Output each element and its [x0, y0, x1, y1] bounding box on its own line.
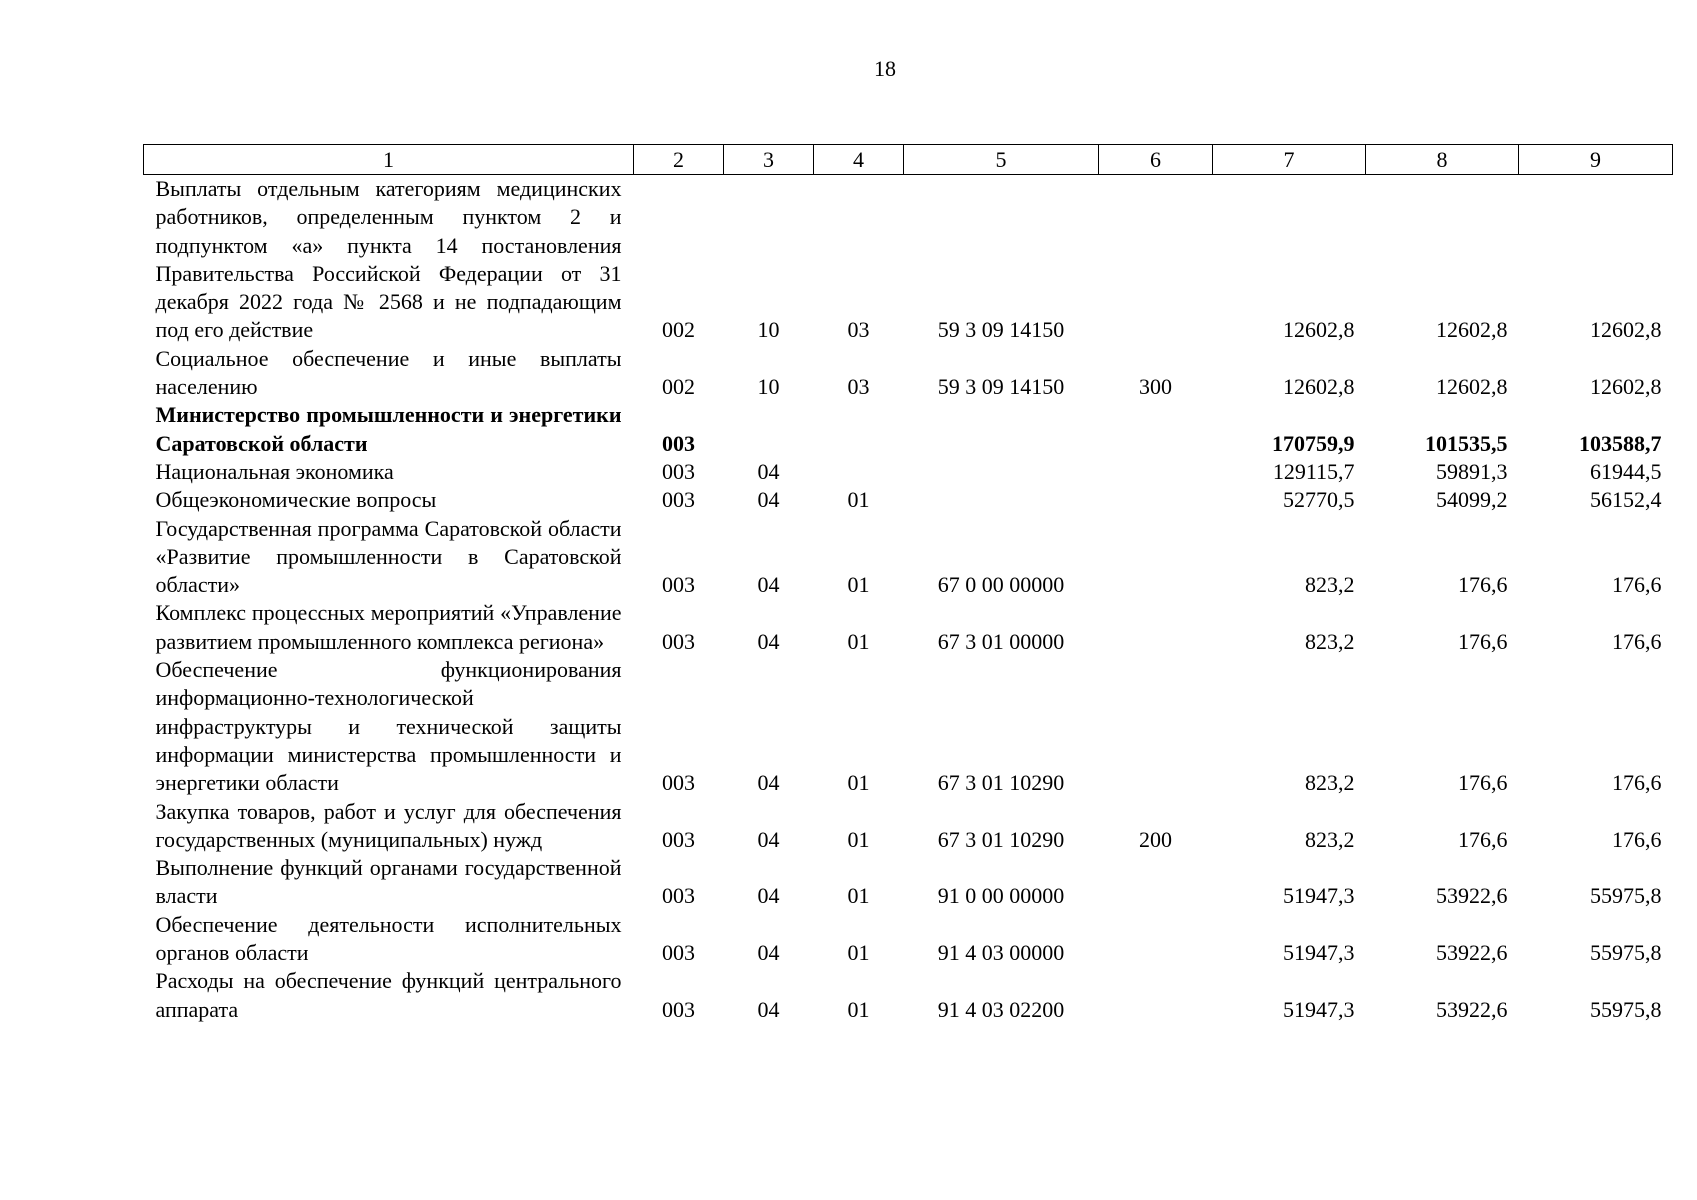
table-row — [144, 798, 1673, 855]
row-col-6 — [1099, 967, 1213, 1024]
row-col-7: 52770,5 — [1283, 487, 1355, 513]
table-row — [144, 599, 1673, 656]
row-col-7: 170759,9 — [1272, 430, 1355, 456]
row-col-7: 823,2 — [1305, 826, 1355, 852]
row-col-2: 003 — [662, 826, 695, 852]
header-col-2: 2 — [634, 145, 724, 175]
row-col-6 — [1099, 401, 1213, 458]
header-col-7: 7 — [1213, 145, 1366, 175]
row-col-2: 002 — [662, 374, 695, 400]
row-col-5 — [904, 458, 1099, 486]
row-col-2: 003 — [662, 487, 695, 513]
row-col-5: 91 4 03 02200 — [937, 996, 1065, 1022]
row-col-4 — [814, 401, 904, 458]
row-col-2: 003 — [662, 572, 695, 598]
table-row — [144, 486, 1673, 514]
row-col-4: 01 — [847, 996, 870, 1022]
header-row — [144, 145, 1673, 175]
row-col-5: 67 0 00 00000 — [937, 572, 1065, 598]
row-col-6: 300 — [1139, 374, 1172, 400]
row-col-5: 67 3 01 00000 — [937, 628, 1065, 654]
row-col-3: 04 — [757, 458, 780, 484]
row-name: Общеэкономические вопросы — [155, 487, 437, 513]
header-col-4: 4 — [814, 145, 904, 175]
row-col-5: 67 3 01 10290 — [937, 770, 1065, 796]
row-col-3 — [724, 401, 814, 458]
row-col-2: 003 — [662, 996, 695, 1022]
table-row — [144, 967, 1673, 1024]
row-col-4: 01 — [847, 826, 870, 852]
row-col-6 — [1099, 458, 1213, 486]
row-col-6 — [1099, 515, 1213, 600]
row-name: Обеспечение деятельности исполнительных органов области — [155, 911, 622, 966]
row-col-3: 04 — [757, 487, 780, 513]
row-col-8: 101535,5 — [1425, 430, 1508, 456]
table-row — [144, 345, 1673, 402]
row-col-4 — [814, 458, 904, 486]
header-col-6: 6 — [1099, 145, 1213, 175]
row-col-9: 56152,4 — [1590, 487, 1662, 513]
page-number: 18 — [874, 56, 896, 81]
row-col-3: 04 — [757, 770, 780, 796]
row-col-9: 61944,5 — [1590, 458, 1662, 484]
row-col-6 — [1099, 599, 1213, 656]
row-col-3: 04 — [757, 826, 780, 852]
row-col-6 — [1099, 486, 1213, 514]
row-col-3: 04 — [757, 883, 780, 909]
row-col-9: 176,6 — [1612, 572, 1662, 598]
row-name: Выполнение функций органами государственной власти — [155, 855, 622, 909]
row-col-8: 59891,3 — [1436, 458, 1508, 484]
header-col-3: 3 — [724, 145, 814, 175]
row-col-9: 55975,8 — [1590, 996, 1662, 1022]
table-row — [144, 656, 1673, 797]
row-col-5 — [904, 486, 1099, 514]
row-col-5: 91 4 03 00000 — [937, 940, 1065, 966]
row-col-7: 823,2 — [1305, 770, 1355, 796]
table-header — [144, 145, 1673, 175]
row-col-7: 12602,8 — [1283, 374, 1355, 400]
row-col-3: 10 — [757, 317, 780, 343]
row-col-6: 200 — [1139, 826, 1172, 852]
row-name: Национальная экономика — [155, 458, 394, 484]
table-row — [144, 515, 1673, 600]
row-col-9: 103588,7 — [1579, 430, 1662, 456]
row-col-8: 54099,2 — [1436, 487, 1508, 513]
row-col-9: 176,6 — [1612, 770, 1662, 796]
budget-table — [143, 144, 1673, 1024]
row-col-4: 01 — [847, 770, 870, 796]
row-col-5: 91 0 00 00000 — [937, 883, 1065, 909]
row-col-4: 01 — [847, 628, 870, 654]
row-col-8: 53922,6 — [1436, 940, 1508, 966]
row-col-6 — [1099, 656, 1213, 797]
header-col-9: 9 — [1519, 145, 1673, 175]
row-col-2: 002 — [662, 317, 695, 343]
row-name: Министерство промышленности и энергетики Саратовской области — [155, 402, 622, 456]
row-col-7: 51947,3 — [1283, 996, 1355, 1022]
row-col-5 — [904, 401, 1099, 458]
row-col-8: 12602,8 — [1436, 374, 1508, 400]
row-col-6 — [1099, 854, 1213, 911]
table-row — [144, 401, 1673, 458]
row-col-2: 003 — [662, 458, 695, 484]
row-col-7: 823,2 — [1305, 572, 1355, 598]
row-col-7: 51947,3 — [1283, 883, 1355, 909]
header-col-8: 8 — [1366, 145, 1519, 175]
row-col-8: 176,6 — [1458, 628, 1508, 654]
row-col-7: 51947,3 — [1283, 940, 1355, 966]
row-name: Комплекс процессных мероприятий «Управление развитием промышленного комплекса региона» — [155, 600, 622, 654]
row-col-3: 10 — [757, 374, 780, 400]
row-name: Социальное обеспечение и иные выплаты населению — [155, 345, 622, 400]
row-col-9: 176,6 — [1612, 628, 1662, 654]
row-col-3: 04 — [757, 996, 780, 1022]
row-col-8: 176,6 — [1458, 572, 1508, 598]
row-col-4: 01 — [847, 883, 870, 909]
row-col-5: 59 3 09 14150 — [937, 374, 1065, 400]
row-col-5: 67 3 01 10290 — [937, 826, 1065, 852]
row-name: Расходы на обеспечение функций центрального аппарата — [155, 968, 622, 1022]
row-name: Обеспечение функционирования информационно-технологической инфраструктуры и технической защиты информации министерства промышленности и энергетики области — [155, 657, 622, 796]
row-col-3: 04 — [757, 628, 780, 654]
row-col-2: 003 — [662, 628, 695, 654]
row-col-2: 003 — [662, 883, 695, 909]
row-name: Выплаты отдельным категориям медицинских работников, определенным пунктом 2 и подпунктом «а» пункта 14 постановления Правительства Российской Федерации от 31 декабря 2022 года № 2568 и не подпадающим под его действие — [155, 176, 622, 343]
row-col-7: 129115,7 — [1272, 458, 1355, 484]
table-row — [144, 175, 1673, 345]
row-col-5: 59 3 09 14150 — [937, 317, 1065, 343]
table-row — [144, 854, 1673, 911]
row-col-4: 03 — [847, 317, 870, 343]
row-col-2: 003 — [662, 770, 695, 796]
table-row — [144, 458, 1673, 486]
row-col-8: 176,6 — [1458, 826, 1508, 852]
row-col-2: 003 — [662, 430, 695, 456]
row-col-7: 823,2 — [1305, 628, 1355, 654]
row-name: Государственная программа Саратовской области «Развитие промышленности в Саратовской области» — [155, 515, 622, 598]
row-col-8: 12602,8 — [1436, 317, 1508, 343]
row-col-2: 003 — [662, 940, 695, 966]
row-col-9: 12602,8 — [1590, 374, 1662, 400]
row-col-9: 176,6 — [1612, 826, 1662, 852]
row-col-6 — [1099, 175, 1213, 345]
row-col-8: 53922,6 — [1436, 996, 1508, 1022]
header-col-5: 5 — [904, 145, 1099, 175]
row-name: Закупка товаров, работ и услуг для обеспечения государственных (муниципальных) нужд — [155, 798, 622, 852]
header-col-1: 1 — [144, 145, 634, 175]
row-col-7: 12602,8 — [1283, 317, 1355, 343]
row-col-4: 01 — [847, 572, 870, 598]
row-col-4: 01 — [847, 487, 870, 513]
row-col-3: 04 — [757, 940, 780, 966]
table-body — [144, 175, 1673, 1024]
row-col-4: 03 — [847, 374, 870, 400]
row-col-9: 55975,8 — [1590, 883, 1662, 909]
row-col-9: 12602,8 — [1590, 317, 1662, 343]
table-row — [144, 911, 1673, 968]
row-col-6 — [1099, 911, 1213, 968]
row-col-8: 176,6 — [1458, 770, 1508, 796]
row-col-9: 55975,8 — [1590, 940, 1662, 966]
row-col-4: 01 — [847, 940, 870, 966]
row-col-3: 04 — [757, 572, 780, 598]
row-col-8: 53922,6 — [1436, 883, 1508, 909]
